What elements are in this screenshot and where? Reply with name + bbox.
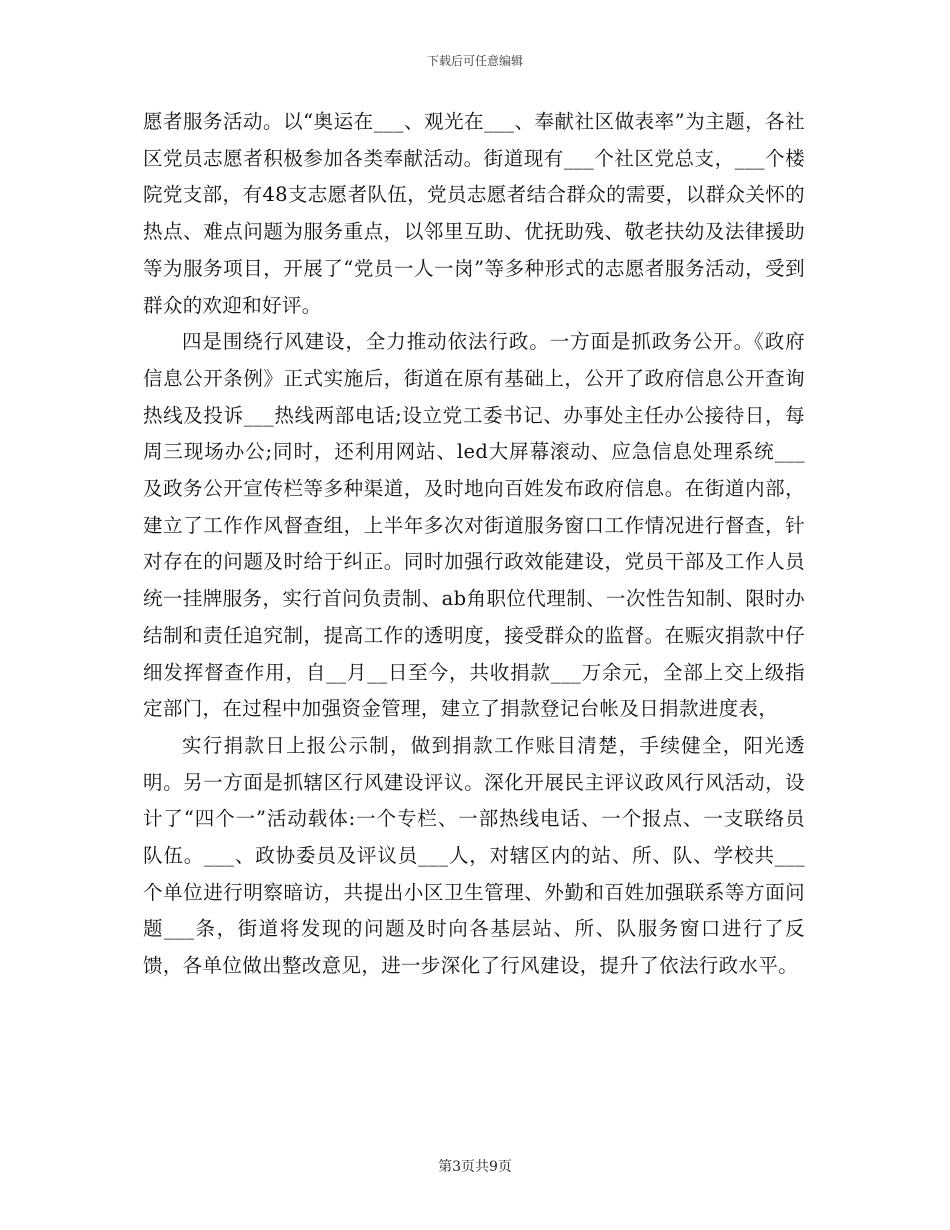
paragraph-work-style-review: 实行捐款日上报公示制，做到捐款工作账目清楚，手续健全，阳光透明。另一方面是抓辖区行风建设评议。深化开展民主评议政风行风活动，设计了“四个一”活动载体:一个专栏、一部热线电话、一个报点、一支联络员队伍。___、政协委员及评议员___人，对辖区内的站、所、队、学校共___个单位进行明察暗访，共提出小区卫生管理、外勤和百姓加强联系等方面问题___条，街道将发现的问题及时向各基层站、所、队服务窗口进行了反馈，各单位做出整改意见，进一步深化了行风建设，提升了依法行政水平。: [143, 733, 805, 978]
page-number: 第3页共9页: [438, 1159, 512, 1175]
paragraph-administration-by-law: 四是围绕行风建设，全力推动依法行政。一方面是抓政务公开。《政府信息公开条例》正式实施后，街道在原有基础上，公开了政府信息公开查询热线及投诉___热线两部电话;设立党工委书记、办事处主任办公接待日，每周三现场办公;同时，还利用网站、led大屏幕滚动、应急信息处理系统___及政务公开宣传栏等多种渠道，及时地向百姓发布政府信息。在街道内部，建立了工作作风督查组，上半年多次对街道服务窗口工作情况进行督查，针对存在的问题及时给于纠正。同时加强行政效能建设，党员干部及工作人员统一挂牌服务，实行首问负责制、ab角职位代理制、一次性告知制、限时办结制和责任追究制，提高工作的透明度，接受群众的监督。在赈灾捐款中仔细发挥督查作用，自__月__日至今，共收捐款___万余元，全部上交上级指定部门，在过程中加强资金管理，建立了捐款登记台帐及日捐款进度表，: [143, 330, 805, 721]
document-body: [143, 104, 805, 985]
page-header-note: 下载后可任意编辑: [426, 54, 523, 68]
paragraph-volunteer-service: 愿者服务活动。以“奥运在___、观光在___、奉献社区做表率”为主题，各社区党员志愿者积极参加各类奉献活动。街道现有___个社区党总支，___个楼院党支部，有48支志愿者队伍，党员志愿者结合群众的需要，以群众关怀的热点、难点问题为服务重点，以邻里互助、优抚助残、敬老扶幼及法律援助等为服务项目，开展了“党员一人一岗”等多种形式的志愿者服务活动，受到群众的欢迎和好评。: [143, 110, 805, 317]
